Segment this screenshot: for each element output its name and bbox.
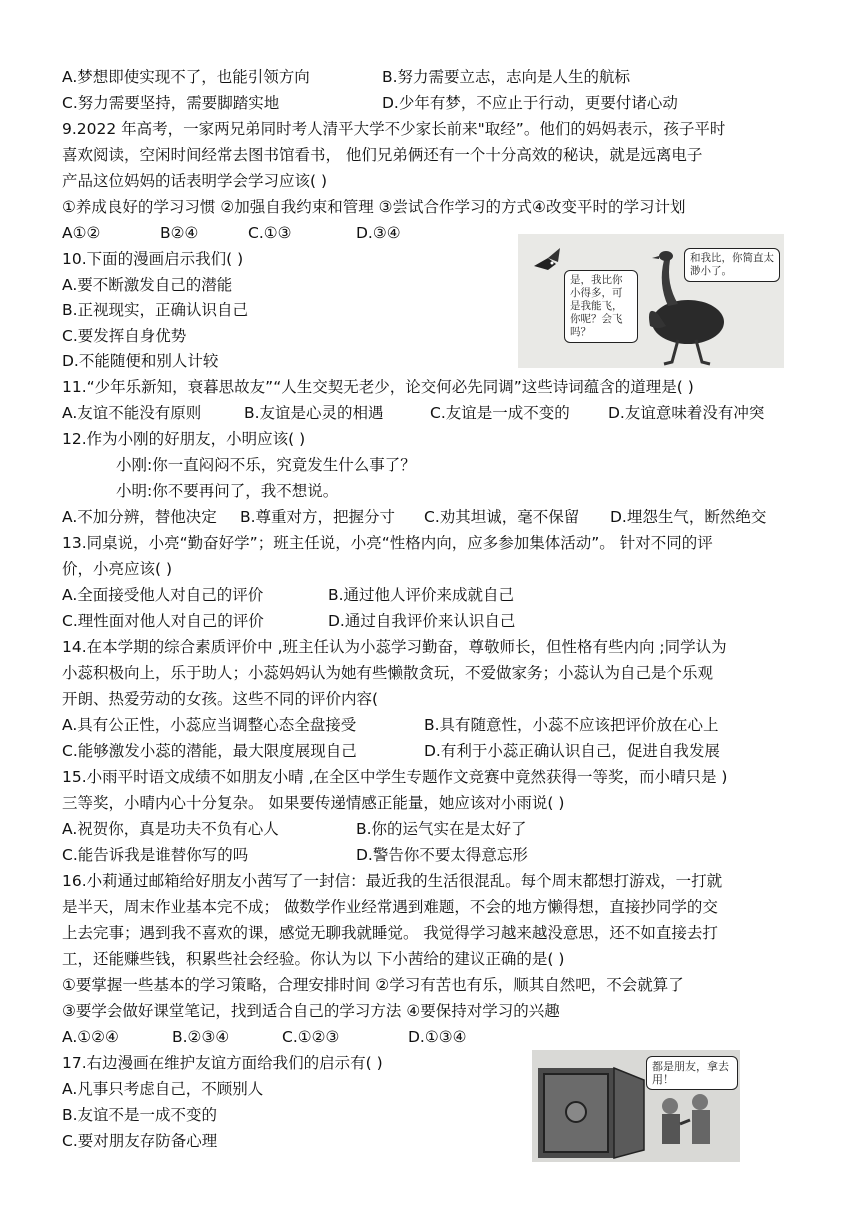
q10-bubble-right: 和我比，你简直太渺小了。	[684, 248, 780, 282]
q9-items: ①养成良好的学习习惯 ②加强自我约束和管理 ③尝试合作学习的方式④改变平时的学习计划	[62, 198, 686, 216]
q14-option-b: B.具有随意性，小蕊不应该把评价放在心上	[424, 716, 719, 734]
q10-option-a: A.要不断激发自己的潜能	[62, 276, 233, 294]
q17-option-a: A.凡事只考虑自己，不顾别人	[62, 1080, 264, 1098]
q13-stem-line1: 13.同桌说，小亮“勤奋好学”；班主任说，小亮“性格内向，应多参加集体活动”。 针对不同的评	[62, 534, 713, 552]
q13-option-b: B.通过他人评价来成就自己	[328, 586, 515, 604]
q16-items-line1: ①要掌握一些基本的学习策略，合理安排时间 ②学习有苦也有乐，顺其自然吧，不会就算了	[62, 976, 684, 994]
q12-option-a: A.不加分辨，替他决定	[62, 508, 217, 526]
q13-stem-line2: 价，小亮应该( )	[62, 560, 173, 578]
q16-option-b: B.②③④	[172, 1028, 230, 1046]
q8-option-d: D.少年有梦，不应止于行动，更要付诸心动	[382, 94, 678, 112]
q10-cartoon	[518, 234, 784, 368]
q14-stem-line1: 14.在本学期的综合素质评价中 ,班主任认为小蕊学习勤奋，尊敬师长，但性格有些内向 ;同学认为	[62, 638, 727, 656]
q14-option-a: A.具有公正性，小蕊应当调整心态全盘接受	[62, 716, 357, 734]
q10-stem: 10.下面的漫画启示我们( )	[62, 250, 244, 268]
q15-option-a: A.祝贺你，真是功夫不负有心人	[62, 820, 279, 838]
q11-stem: 11.“少年乐新知，衰暮思故友”“人生交契无老少，论交何必先同调”这些诗词蕴含的道理是( )	[62, 378, 694, 396]
q8-option-a: A.梦想即使实现不了，也能引领方向	[62, 68, 310, 86]
q12-dialog-xiaoming: 小明:你不要再问了，我不想说。	[116, 482, 339, 500]
q12-stem: 12.作为小刚的好朋友，小明应该( )	[62, 430, 306, 448]
q9-option-a: A①②	[62, 224, 101, 242]
q9-option-c: C.①③	[248, 224, 292, 242]
q11-option-b: B.友谊是心灵的相遇	[244, 404, 384, 422]
q14-stem-line3: 开朗、热爱劳动的女孩。这些不同的评价内容(	[62, 690, 379, 708]
q12-dialog-xiaogang: 小刚:你一直闷闷不乐，究竟发生什么事了？	[116, 456, 416, 474]
q9-stem-line3: 产品这位妈妈的话表明学会学习应该( )	[62, 172, 328, 190]
q13-option-a: A.全面接受他人对自己的评价	[62, 586, 264, 604]
q16-items-line2: ③要学会做好课堂笔记，找到适合自己的学习方法 ④要保持对学习的兴趣	[62, 1002, 560, 1020]
q8-option-b: B.努力需要立志，志向是人生的航标	[382, 68, 631, 86]
q17-cartoon	[532, 1050, 740, 1162]
q12-option-b: B.尊重对方，把握分寸	[240, 508, 396, 526]
q16-stem-line3: 上去完事；遇到我不喜欢的课，感觉无聊我就睡觉。 我觉得学习越来越没意思，还不如直接去打	[62, 924, 718, 942]
q13-option-d: D.通过自我评价来认识自己	[328, 612, 516, 630]
q14-option-d: D.有利于小蕊正确认识自己，促进自我发展	[424, 742, 720, 760]
q12-option-c: C.劝其坦诚，毫不保留	[424, 508, 580, 526]
q10-option-c: C.要发挥自身优势	[62, 327, 187, 345]
q16-stem-line4: 工，还能赚些钱，积累些社会经验。你认为以 下小茜给的建议正确的是( )	[62, 950, 565, 968]
q15-option-d: D.警告你不要太得意忘形	[356, 846, 528, 864]
q16-option-a: A.①②④	[62, 1028, 119, 1046]
q10-option-d: D.不能随便和别人计较	[62, 352, 219, 370]
q11-option-d: D.友谊意味着没有冲突	[608, 404, 765, 422]
q13-option-c: C.理性面对他人对自己的评价	[62, 612, 264, 630]
q10-bubble-left: 是，我比你小得多，可是我能飞，你呢？会飞吗？	[564, 270, 638, 343]
q10-option-b: B.正视现实，正确认识自己	[62, 301, 249, 319]
q11-option-c: C.友谊是一成不变的	[430, 404, 570, 422]
q9-option-d: D.③④	[356, 224, 401, 242]
q16-option-c: C.①②③	[282, 1028, 340, 1046]
q17-stem: 17.右边漫画在维护友谊方面给我们的启示有( )	[62, 1054, 383, 1072]
q14-stem-line2: 小蕊积极向上，乐于助人；小蕊妈妈认为她有些懒散贪玩，不爱做家务；小蕊认为自己是个乐观	[62, 664, 714, 682]
q9-stem-line2: 喜欢阅读，空闲时间经常去图书馆看书， 他们兄弟俩还有一个十分高效的秘诀，就是远离电子	[62, 146, 703, 164]
q17-option-c: C.要对朋友存防备心理	[62, 1132, 218, 1150]
q17-option-b: B.友谊不是一成不变的	[62, 1106, 218, 1124]
q15-option-b: B.你的运气实在是太好了	[356, 820, 527, 838]
q15-stem-line1: 15.小雨平时语文成绩不如朋友小晴 ,在全区中学生专题作文竞赛中竟然获得一等奖，而小晴只是 )	[62, 768, 728, 786]
q16-option-d: D.①③④	[408, 1028, 467, 1046]
q14-option-c: C.能够激发小蕊的潜能，最大限度展现自己	[62, 742, 357, 760]
q8-option-c: C.努力需要坚持，需要脚踏实地	[62, 94, 280, 112]
q15-option-c: C.能告诉我是谁替你写的吗	[62, 846, 249, 864]
q15-stem-line2: 三等奖，小晴内心十分复杂。 如果要传递情感正能量，她应该对小雨说( )	[62, 794, 565, 812]
q11-option-a: A.友谊不能没有原则	[62, 404, 202, 422]
q16-stem-line2: 是半天，周末作业基本完不成； 做数学作业经常遇到难题，不会的地方懒得想，直接抄同学的交	[62, 898, 718, 916]
q9-option-b: B②④	[160, 224, 199, 242]
q17-bubble: 都是朋友，拿去用！	[646, 1056, 738, 1090]
q12-option-d: D.埋怨生气，断然绝交	[610, 508, 767, 526]
q9-stem-line1: 9.2022 年高考，一家两兄弟同时考人清平大学不少家长前来"取经”。他们的妈妈表示，孩子平时	[62, 120, 726, 138]
q16-stem-line1: 16.小莉通过邮箱给好朋友小茜写了一封信：最近我的生活很混乱。每个周末都想打游戏，一打就	[62, 872, 723, 890]
